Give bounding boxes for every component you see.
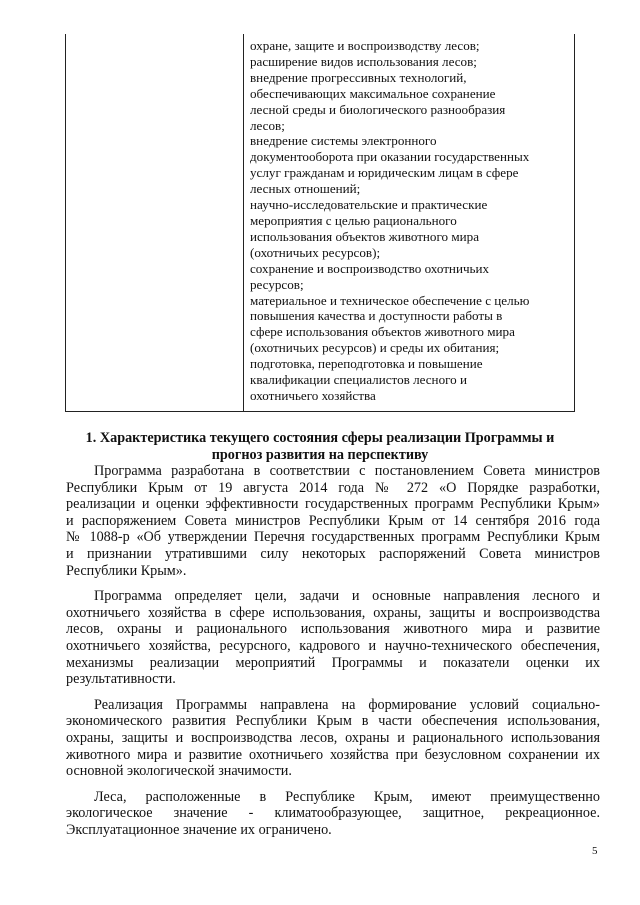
paragraph-line: механизмы реализации мероприятий Программы и показатели оценки их	[66, 654, 600, 671]
table-line: подготовка, переподготовка и повышение	[250, 356, 483, 372]
table-cell-left-empty	[66, 34, 243, 411]
table-line: охотничьего хозяйства	[250, 387, 376, 403]
table-line: внедрение прогрессивных технологий,	[250, 69, 467, 85]
table-column-divider	[243, 34, 244, 411]
paragraph-line: Программа разработана в соответствии с постановлением Совета министров	[94, 463, 600, 479]
table-line: обеспечивающих максимальное сохранение	[250, 85, 496, 101]
table-line: научно-исследовательские и практические	[250, 197, 488, 213]
paragraph-3	[66, 697, 600, 780]
paragraph-line: Реализация Программы направлена на формирование условий социально-	[94, 696, 600, 713]
table-line: документооборота при оказании государственных	[250, 149, 530, 165]
paragraph-line: экологическое значение - климатообразующее, защитное, рекреационное.	[66, 805, 600, 822]
paragraph-2	[66, 588, 600, 688]
table-line: лесных отношений;	[250, 181, 361, 197]
paragraph-line: Республики Крым от 19 августа 2014 года № 272 «О Порядке разработки,	[66, 479, 600, 496]
table-line: лесной среды и биологического разнообразия	[250, 101, 506, 117]
paragraph-line: охраны, защиты и воспроизводства лесов, охраны и рационального использования	[66, 729, 600, 746]
table-line: внедрение системы электронного	[250, 133, 437, 149]
paragraph-line: и признании утратившими силу некоторых распоряжений Совета министров	[66, 545, 600, 562]
table-line: материальное и техническое обеспечение с целью	[250, 292, 530, 308]
paragraph-line: животного мира и развитие охотничьего хозяйства при безусловном сохранении их	[66, 746, 600, 763]
table-line: сохранение и воспроизводство охотничьих	[250, 260, 490, 276]
paragraph-1	[66, 463, 600, 579]
section-heading	[66, 430, 574, 463]
page-number: 5	[592, 845, 598, 857]
paragraph-line: Республики Крым».	[66, 562, 187, 579]
table-line: услуг гражданам и юридическим лицам в сфере	[250, 165, 519, 181]
paragraph-line: лесов, охраны и рационального использования животного мира и развитие	[66, 621, 600, 638]
table-line: охране, защите и воспроизводству лесов;	[250, 38, 480, 53]
table-line: повышения качества и доступности работы в	[250, 308, 503, 324]
paragraph-line: и распоряжением Совета министров Республики Крым от 14 сентября 2016 года	[66, 512, 600, 529]
section-heading-line-1: 1. Характеристика текущего состояния сферы реализации Программы и	[85, 430, 555, 446]
table-continuation	[65, 34, 575, 412]
table-line: (охотничьих ресурсов);	[250, 244, 381, 260]
paragraph-line: результативности.	[66, 671, 176, 688]
table-cell-right	[250, 38, 572, 404]
section-heading-line-2: прогноз развития на перспективу	[211, 446, 429, 463]
paragraph-line: охотничьего хозяйства в сфере использования, охраны, защиты и воспроизводства	[66, 604, 600, 621]
table-line: (охотничьих ресурсов) и среды их обитания;	[250, 340, 500, 356]
paragraph-line: охотничьего хозяйства, ресурсного, кадрового и научно-технического обеспечения,	[66, 637, 600, 654]
paragraph-line: № 1088-р «Об утверждении Перечня государственных программ Республики Крым	[66, 529, 600, 546]
paragraph-line: Эксплуатационное значение их ограничено.	[66, 821, 332, 838]
paragraph-line: Леса, расположенные в Республике Крым, имеют преимущественно	[94, 788, 600, 805]
table-line: мероприятия с целью рационального	[250, 212, 457, 228]
table-line: использования объектов животного мира	[250, 228, 479, 244]
paragraph-4	[66, 789, 600, 839]
table-line: расширение видов использования лесов;	[250, 53, 477, 69]
table-line: квалификации специалистов лесного и	[250, 372, 467, 388]
paragraph-line: Программа определяет цели, задачи и основные направления лесного и	[94, 588, 600, 605]
paragraph-line: реализации и оценки эффективности государственных программ Республики Крым»	[66, 496, 600, 513]
table-line: ресурсов;	[250, 276, 304, 292]
table-line: сфере использования объектов животного мира	[250, 324, 515, 340]
table-line: лесов;	[250, 117, 285, 133]
paragraph-line: экономического развития Республики Крым в части обеспечения использования,	[66, 713, 600, 730]
body-text	[66, 463, 600, 838]
paragraph-line: основной экологической значимости.	[66, 763, 292, 780]
